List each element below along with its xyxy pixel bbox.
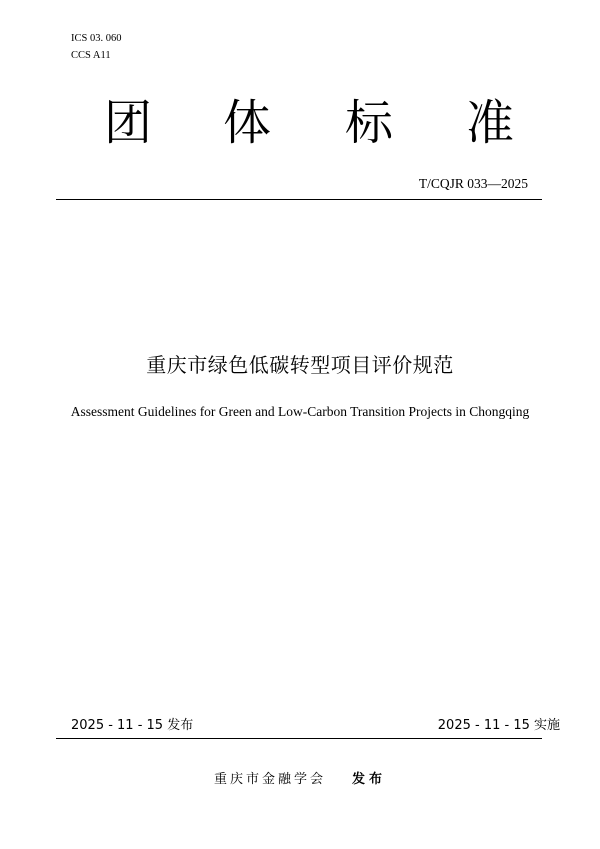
document-title-english: Assessment Guidelines for Green and Low-Carbon Transition Projects in Chongqing bbox=[70, 404, 530, 419]
standard-type-char-1: 团 bbox=[104, 95, 153, 151]
ccs-code: CCS A11 bbox=[71, 50, 111, 61]
publisher-organization: 重庆市金融学会 bbox=[213, 772, 326, 787]
implementation-date: 2025 - 11 - 15 实施 bbox=[437, 718, 560, 733]
bottom-divider bbox=[56, 738, 542, 739]
standard-type-heading bbox=[0, 88, 600, 158]
publisher-line bbox=[0, 770, 600, 790]
standard-type-char-3: 标 bbox=[345, 95, 394, 151]
classification-codes bbox=[71, 30, 121, 64]
standard-number: T/CQJR 033—2025 bbox=[418, 176, 528, 191]
document-title-chinese: 重庆市绿色低碳转型项目评价规范 bbox=[146, 353, 454, 377]
publisher-action: 发布 bbox=[352, 772, 387, 787]
standard-type-char-2: 体 bbox=[223, 95, 272, 151]
top-divider bbox=[56, 199, 542, 200]
standard-type-char-4: 准 bbox=[466, 95, 515, 151]
publish-date: 2025 - 11 - 15 发布 bbox=[71, 718, 194, 733]
ics-code: ICS 03. 060 bbox=[71, 33, 122, 44]
